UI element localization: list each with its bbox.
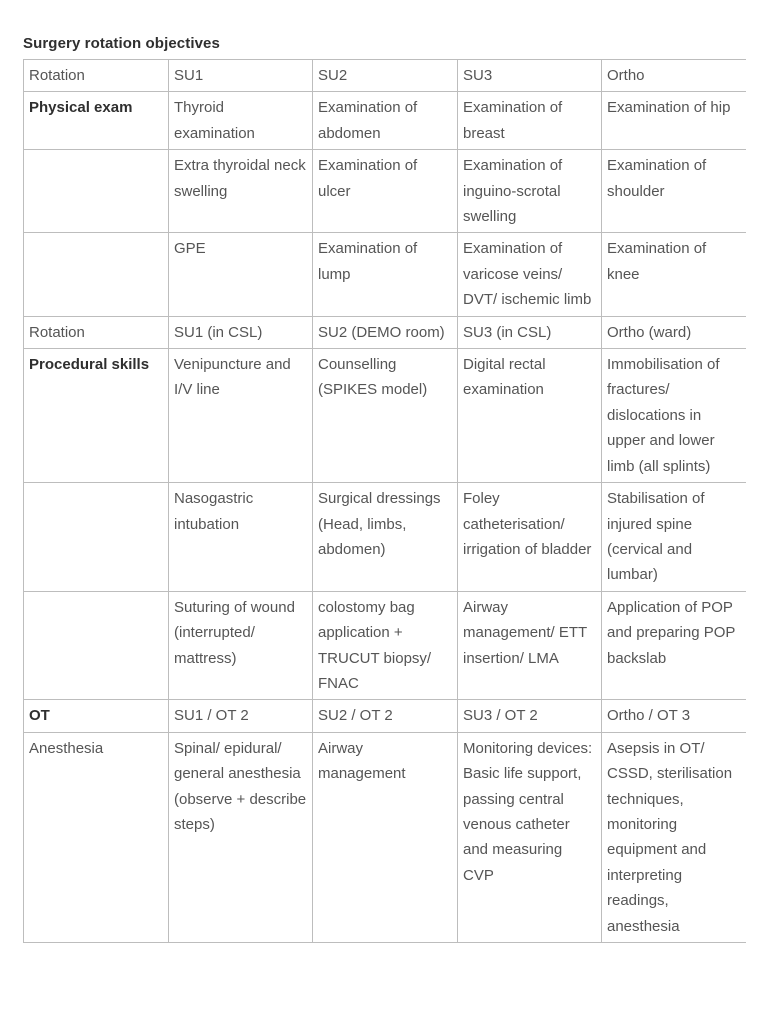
header-cell: SU3: [458, 60, 602, 92]
table-cell: Spinal/ epidural/ general anesthesia (observe + describe steps): [169, 732, 313, 942]
table-cell: Monitoring devices: Basic life support, passing central venous catheter and measuring CVP: [458, 732, 602, 942]
table-cell: Airway management/ ETT insertion/ LMA: [458, 591, 602, 700]
row-label: Procedural skills: [24, 349, 169, 483]
table-cell: Counselling (SPIKES model): [313, 349, 458, 483]
table-cell: SU3 / OT 2: [458, 700, 602, 732]
table-cell: Surgical dressings (Head, limbs, abdomen): [313, 483, 458, 592]
table-cell: GPE: [169, 233, 313, 316]
table-cell: Examination of lump: [313, 233, 458, 316]
row-label: OT: [24, 700, 169, 732]
table-cell: Examination of varicose veins/ DVT/ ischemic limb: [458, 233, 602, 316]
table-cell: Venipuncture and I/V line: [169, 349, 313, 483]
table-cell: Application of POP and preparing POP backslab: [602, 591, 747, 700]
table-cell: Examination of breast: [458, 92, 602, 150]
table-row: [24, 591, 747, 700]
row-label: [24, 150, 169, 233]
table-row: [24, 316, 747, 348]
table-row: [24, 60, 747, 92]
table-cell: Immobilisation of fractures/ dislocations in upper and lower limb (all splints): [602, 349, 747, 483]
table-cell: Examination of knee: [602, 233, 747, 316]
page-bottom-margin: [0, 972, 768, 1024]
row-label: Anesthesia: [24, 732, 169, 942]
table-container: [23, 59, 746, 972]
table-cell: SU1 (in CSL): [169, 316, 313, 348]
table-row: [24, 92, 747, 150]
table-cell: SU2 / OT 2: [313, 700, 458, 732]
page-title: Surgery rotation objectives: [23, 35, 220, 52]
table-cell: Examination of ulcer: [313, 150, 458, 233]
table-cell: Examination of abdomen: [313, 92, 458, 150]
row-label: Physical exam: [24, 92, 169, 150]
table-row: [24, 150, 747, 233]
table-cell: Asepsis in OT/ CSSD, sterilisation techniques, monitoring equipment and interpreting readings, anesthesia: [602, 732, 747, 942]
table-cell: Examination of inguino-scrotal swelling: [458, 150, 602, 233]
table-cell: Digital rectal examination: [458, 349, 602, 483]
table-cell: Ortho / OT 3: [602, 700, 747, 732]
table-cell: Examination of hip: [602, 92, 747, 150]
table-cell: Thyroid examination: [169, 92, 313, 150]
row-label: [24, 233, 169, 316]
table-cell: Nasogastric intubation: [169, 483, 313, 592]
objectives-table: [23, 59, 746, 943]
table-cell: Foley catheterisation/ irrigation of bladder: [458, 483, 602, 592]
table-cell: SU1 / OT 2: [169, 700, 313, 732]
table-cell: SU2 (DEMO room): [313, 316, 458, 348]
table-cell: SU3 (in CSL): [458, 316, 602, 348]
table-cell: Airway management: [313, 732, 458, 942]
table-row: [24, 483, 747, 592]
table-cell: Ortho (ward): [602, 316, 747, 348]
header-cell: Rotation: [24, 60, 169, 92]
row-label: Rotation: [24, 316, 169, 348]
header-cell: Ortho: [602, 60, 747, 92]
table-row: [24, 732, 747, 942]
table-cell: Extra thyroidal neck swelling: [169, 150, 313, 233]
table-cell: colostomy bag application + TRUCUT biopsy/ FNAC: [313, 591, 458, 700]
header-cell: SU2: [313, 60, 458, 92]
table-row: [24, 233, 747, 316]
table-row: [24, 349, 747, 483]
header-cell: SU1: [169, 60, 313, 92]
table-cell: Suturing of wound (interrupted/ mattress): [169, 591, 313, 700]
row-label: [24, 483, 169, 592]
table-cell: Stabilisation of injured spine (cervical and lumbar): [602, 483, 747, 592]
row-label: [24, 591, 169, 700]
table-cell: Examination of shoulder: [602, 150, 747, 233]
table-row: [24, 700, 747, 732]
